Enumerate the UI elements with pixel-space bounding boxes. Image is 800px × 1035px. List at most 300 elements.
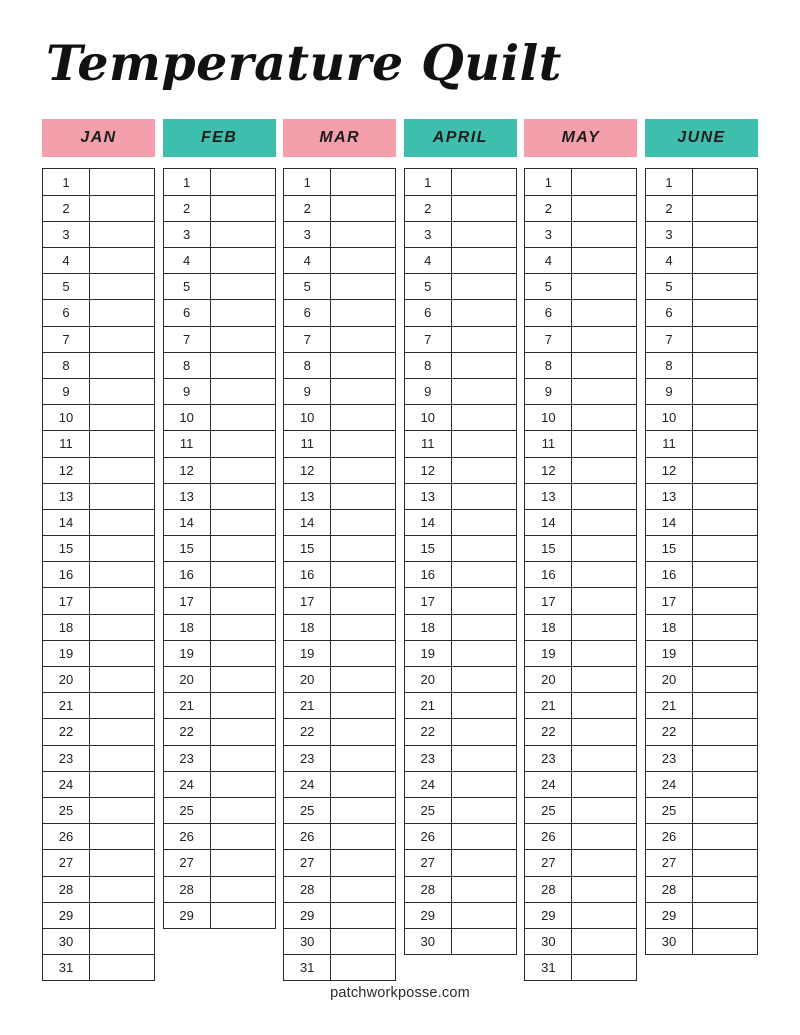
day-number: 6 xyxy=(525,300,572,325)
color-swatch-cell[interactable] xyxy=(693,431,757,456)
day-number: 3 xyxy=(405,222,452,247)
table-row xyxy=(525,222,636,248)
color-swatch-cell[interactable] xyxy=(331,929,395,954)
day-number: 2 xyxy=(525,196,572,221)
table-row xyxy=(43,772,154,798)
table-row xyxy=(284,248,395,274)
color-swatch-cell[interactable] xyxy=(90,353,154,378)
color-swatch-cell[interactable] xyxy=(90,824,154,849)
day-number: 4 xyxy=(646,248,693,273)
color-swatch-cell[interactable] xyxy=(572,615,636,640)
table-row xyxy=(43,458,154,484)
day-number: 6 xyxy=(646,300,693,325)
table-row xyxy=(164,903,275,929)
color-swatch-cell[interactable] xyxy=(452,667,516,692)
color-swatch-cell[interactable] xyxy=(693,327,757,352)
day-number: 15 xyxy=(284,536,331,561)
month-header-mar: MAR xyxy=(283,119,396,157)
color-swatch-cell[interactable] xyxy=(331,536,395,561)
color-swatch-cell[interactable] xyxy=(90,693,154,718)
color-swatch-cell[interactable] xyxy=(572,222,636,247)
day-number: 11 xyxy=(284,431,331,456)
color-swatch-cell[interactable] xyxy=(90,196,154,221)
color-swatch-cell[interactable] xyxy=(331,405,395,430)
color-swatch-cell[interactable] xyxy=(452,300,516,325)
day-number: 5 xyxy=(43,274,90,299)
color-swatch-cell[interactable] xyxy=(90,877,154,902)
day-number: 7 xyxy=(164,327,211,352)
color-swatch-cell[interactable] xyxy=(90,274,154,299)
day-number: 28 xyxy=(405,877,452,902)
color-swatch-cell[interactable] xyxy=(90,719,154,744)
table-row xyxy=(284,222,395,248)
color-swatch-cell[interactable] xyxy=(331,222,395,247)
color-swatch-cell[interactable] xyxy=(452,772,516,797)
color-swatch-cell[interactable] xyxy=(572,536,636,561)
color-swatch-cell[interactable] xyxy=(452,327,516,352)
table-row xyxy=(646,196,757,222)
color-swatch-cell[interactable] xyxy=(693,929,757,954)
color-swatch-cell[interactable] xyxy=(452,850,516,875)
day-number: 9 xyxy=(525,379,572,404)
day-number: 12 xyxy=(405,458,452,483)
color-swatch-cell[interactable] xyxy=(211,405,275,430)
color-swatch-cell[interactable] xyxy=(693,274,757,299)
color-swatch-cell[interactable] xyxy=(211,300,275,325)
color-swatch-cell[interactable] xyxy=(572,300,636,325)
color-swatch-cell[interactable] xyxy=(452,379,516,404)
day-number: 21 xyxy=(405,693,452,718)
color-swatch-cell[interactable] xyxy=(211,641,275,666)
color-swatch-cell[interactable] xyxy=(572,274,636,299)
color-swatch-cell[interactable] xyxy=(572,877,636,902)
color-swatch-cell[interactable] xyxy=(452,562,516,587)
color-swatch-cell[interactable] xyxy=(331,274,395,299)
table-row xyxy=(646,798,757,824)
day-number: 28 xyxy=(164,877,211,902)
color-swatch-cell[interactable] xyxy=(331,300,395,325)
table-row xyxy=(646,327,757,353)
color-swatch-cell[interactable] xyxy=(452,484,516,509)
color-swatch-cell[interactable] xyxy=(90,641,154,666)
table-row xyxy=(284,353,395,379)
color-swatch-cell[interactable] xyxy=(693,536,757,561)
color-swatch-cell[interactable] xyxy=(572,850,636,875)
color-swatch-cell[interactable] xyxy=(90,510,154,535)
table-row xyxy=(646,641,757,667)
table-row xyxy=(43,719,154,745)
color-swatch-cell[interactable] xyxy=(331,431,395,456)
color-swatch-cell[interactable] xyxy=(693,615,757,640)
color-swatch-cell[interactable] xyxy=(452,405,516,430)
color-swatch-cell[interactable] xyxy=(211,850,275,875)
day-number: 23 xyxy=(646,746,693,771)
color-swatch-cell[interactable] xyxy=(211,484,275,509)
color-swatch-cell[interactable] xyxy=(211,693,275,718)
color-swatch-cell[interactable] xyxy=(211,431,275,456)
day-number: 12 xyxy=(284,458,331,483)
table-row xyxy=(525,353,636,379)
day-number: 23 xyxy=(284,746,331,771)
color-swatch-cell[interactable] xyxy=(90,405,154,430)
color-swatch-cell[interactable] xyxy=(211,536,275,561)
color-swatch-cell[interactable] xyxy=(331,588,395,613)
month-header-april: APRIL xyxy=(404,119,517,157)
day-number: 7 xyxy=(525,327,572,352)
day-number: 24 xyxy=(646,772,693,797)
color-swatch-cell[interactable] xyxy=(693,746,757,771)
day-number: 19 xyxy=(164,641,211,666)
table-row xyxy=(43,877,154,903)
day-number: 27 xyxy=(164,850,211,875)
day-number: 8 xyxy=(646,353,693,378)
color-swatch-cell[interactable] xyxy=(331,248,395,273)
color-swatch-cell[interactable] xyxy=(693,510,757,535)
table-row xyxy=(164,693,275,719)
color-swatch-cell[interactable] xyxy=(572,379,636,404)
color-swatch-cell[interactable] xyxy=(331,798,395,823)
color-swatch-cell[interactable] xyxy=(331,955,395,980)
color-swatch-cell[interactable] xyxy=(90,169,154,194)
day-number: 22 xyxy=(284,719,331,744)
day-number: 6 xyxy=(164,300,211,325)
color-swatch-cell[interactable] xyxy=(452,719,516,744)
color-swatch-cell[interactable] xyxy=(572,510,636,535)
color-swatch-cell[interactable] xyxy=(90,798,154,823)
day-number: 14 xyxy=(525,510,572,535)
color-swatch-cell[interactable] xyxy=(90,850,154,875)
color-swatch-cell[interactable] xyxy=(211,667,275,692)
color-swatch-cell[interactable] xyxy=(572,484,636,509)
color-swatch-cell[interactable] xyxy=(572,693,636,718)
color-swatch-cell[interactable] xyxy=(90,536,154,561)
color-swatch-cell[interactable] xyxy=(572,903,636,928)
table-row xyxy=(284,196,395,222)
day-number: 23 xyxy=(525,746,572,771)
color-swatch-cell[interactable] xyxy=(693,903,757,928)
table-row xyxy=(525,615,636,641)
table-row xyxy=(405,484,516,510)
day-number: 13 xyxy=(646,484,693,509)
table-row xyxy=(525,772,636,798)
color-swatch-cell[interactable] xyxy=(331,693,395,718)
color-swatch-cell[interactable] xyxy=(211,458,275,483)
color-swatch-cell[interactable] xyxy=(693,667,757,692)
table-row xyxy=(525,327,636,353)
color-swatch-cell[interactable] xyxy=(452,536,516,561)
day-number: 1 xyxy=(405,169,452,194)
color-swatch-cell[interactable] xyxy=(90,300,154,325)
table-row xyxy=(164,274,275,300)
color-swatch-cell[interactable] xyxy=(693,379,757,404)
color-swatch-cell[interactable] xyxy=(211,196,275,221)
day-number: 17 xyxy=(525,588,572,613)
day-number: 20 xyxy=(405,667,452,692)
month-column-may xyxy=(524,119,637,981)
day-number: 19 xyxy=(525,641,572,666)
day-number: 15 xyxy=(646,536,693,561)
day-number: 3 xyxy=(525,222,572,247)
color-swatch-cell[interactable] xyxy=(452,169,516,194)
table-row xyxy=(646,877,757,903)
color-swatch-cell[interactable] xyxy=(90,903,154,928)
color-swatch-cell[interactable] xyxy=(331,196,395,221)
color-swatch-cell[interactable] xyxy=(331,484,395,509)
color-swatch-cell[interactable] xyxy=(90,615,154,640)
color-swatch-cell[interactable] xyxy=(331,562,395,587)
day-number: 18 xyxy=(284,615,331,640)
color-swatch-cell[interactable] xyxy=(693,850,757,875)
day-number: 8 xyxy=(164,353,211,378)
color-swatch-cell[interactable] xyxy=(572,798,636,823)
color-swatch-cell[interactable] xyxy=(452,903,516,928)
day-number: 17 xyxy=(164,588,211,613)
day-number: 28 xyxy=(43,877,90,902)
table-row xyxy=(646,379,757,405)
color-swatch-cell[interactable] xyxy=(90,955,154,980)
color-swatch-cell[interactable] xyxy=(211,798,275,823)
day-number: 1 xyxy=(164,169,211,194)
table-row xyxy=(164,536,275,562)
color-swatch-cell[interactable] xyxy=(693,693,757,718)
month-column-jan xyxy=(42,119,155,981)
color-swatch-cell[interactable] xyxy=(211,169,275,194)
day-number: 14 xyxy=(43,510,90,535)
color-swatch-cell[interactable] xyxy=(331,353,395,378)
color-swatch-cell[interactable] xyxy=(693,719,757,744)
day-number: 28 xyxy=(284,877,331,902)
day-number: 2 xyxy=(646,196,693,221)
month-header-june: JUNE xyxy=(645,119,758,157)
color-swatch-cell[interactable] xyxy=(90,667,154,692)
table-row xyxy=(43,222,154,248)
table-row xyxy=(646,615,757,641)
table-row xyxy=(43,562,154,588)
color-swatch-cell[interactable] xyxy=(572,562,636,587)
table-row xyxy=(164,850,275,876)
color-swatch-cell[interactable] xyxy=(693,353,757,378)
day-number: 25 xyxy=(405,798,452,823)
day-number: 21 xyxy=(284,693,331,718)
color-swatch-cell[interactable] xyxy=(693,222,757,247)
day-number: 7 xyxy=(284,327,331,352)
color-swatch-cell[interactable] xyxy=(693,248,757,273)
color-swatch-cell[interactable] xyxy=(90,562,154,587)
color-swatch-cell[interactable] xyxy=(572,929,636,954)
day-number: 24 xyxy=(164,772,211,797)
table-row xyxy=(646,772,757,798)
color-swatch-cell[interactable] xyxy=(331,746,395,771)
table-row xyxy=(525,667,636,693)
color-swatch-cell[interactable] xyxy=(693,300,757,325)
color-swatch-cell[interactable] xyxy=(452,353,516,378)
color-swatch-cell[interactable] xyxy=(331,877,395,902)
day-grid xyxy=(524,168,637,981)
color-swatch-cell[interactable] xyxy=(211,588,275,613)
color-swatch-cell[interactable] xyxy=(211,222,275,247)
color-swatch-cell[interactable] xyxy=(572,431,636,456)
color-swatch-cell[interactable] xyxy=(211,877,275,902)
day-number: 22 xyxy=(405,719,452,744)
color-swatch-cell[interactable] xyxy=(211,824,275,849)
color-swatch-cell[interactable] xyxy=(331,458,395,483)
table-row xyxy=(646,353,757,379)
color-swatch-cell[interactable] xyxy=(452,222,516,247)
color-swatch-cell[interactable] xyxy=(211,379,275,404)
color-swatch-cell[interactable] xyxy=(572,667,636,692)
color-swatch-cell[interactable] xyxy=(452,196,516,221)
color-swatch-cell[interactable] xyxy=(452,929,516,954)
color-swatch-cell[interactable] xyxy=(693,169,757,194)
day-number: 25 xyxy=(646,798,693,823)
table-row xyxy=(164,824,275,850)
color-swatch-cell[interactable] xyxy=(452,588,516,613)
color-swatch-cell[interactable] xyxy=(572,824,636,849)
color-swatch-cell[interactable] xyxy=(331,510,395,535)
color-swatch-cell[interactable] xyxy=(572,772,636,797)
color-swatch-cell[interactable] xyxy=(452,248,516,273)
day-number: 16 xyxy=(405,562,452,587)
color-swatch-cell[interactable] xyxy=(211,353,275,378)
table-row xyxy=(284,615,395,641)
color-swatch-cell[interactable] xyxy=(452,431,516,456)
color-swatch-cell[interactable] xyxy=(693,877,757,902)
color-swatch-cell[interactable] xyxy=(693,798,757,823)
color-swatch-cell[interactable] xyxy=(211,903,275,928)
color-swatch-cell[interactable] xyxy=(211,327,275,352)
color-swatch-cell[interactable] xyxy=(331,169,395,194)
color-swatch-cell[interactable] xyxy=(90,772,154,797)
color-swatch-cell[interactable] xyxy=(90,327,154,352)
day-number: 26 xyxy=(284,824,331,849)
color-swatch-cell[interactable] xyxy=(452,274,516,299)
day-number: 26 xyxy=(43,824,90,849)
day-number: 17 xyxy=(646,588,693,613)
color-swatch-cell[interactable] xyxy=(331,667,395,692)
color-swatch-cell[interactable] xyxy=(693,484,757,509)
color-swatch-cell[interactable] xyxy=(211,772,275,797)
table-row xyxy=(43,484,154,510)
color-swatch-cell[interactable] xyxy=(452,615,516,640)
day-number: 21 xyxy=(646,693,693,718)
color-swatch-cell[interactable] xyxy=(572,169,636,194)
color-swatch-cell[interactable] xyxy=(452,824,516,849)
table-row xyxy=(164,484,275,510)
table-row xyxy=(405,798,516,824)
table-row xyxy=(284,877,395,903)
day-number: 20 xyxy=(284,667,331,692)
color-swatch-cell[interactable] xyxy=(693,196,757,221)
color-swatch-cell[interactable] xyxy=(572,955,636,980)
color-swatch-cell[interactable] xyxy=(693,458,757,483)
color-swatch-cell[interactable] xyxy=(572,458,636,483)
color-swatch-cell[interactable] xyxy=(90,222,154,247)
color-swatch-cell[interactable] xyxy=(693,405,757,430)
color-swatch-cell[interactable] xyxy=(452,877,516,902)
color-swatch-cell[interactable] xyxy=(572,719,636,744)
table-row xyxy=(43,274,154,300)
day-number: 25 xyxy=(284,798,331,823)
color-swatch-cell[interactable] xyxy=(331,824,395,849)
color-swatch-cell[interactable] xyxy=(452,510,516,535)
color-swatch-cell[interactable] xyxy=(90,379,154,404)
table-row xyxy=(164,798,275,824)
table-row xyxy=(284,300,395,326)
color-swatch-cell[interactable] xyxy=(452,458,516,483)
color-swatch-cell[interactable] xyxy=(572,746,636,771)
color-swatch-cell[interactable] xyxy=(211,274,275,299)
day-number: 13 xyxy=(164,484,211,509)
color-swatch-cell[interactable] xyxy=(211,746,275,771)
color-swatch-cell[interactable] xyxy=(90,431,154,456)
color-swatch-cell[interactable] xyxy=(331,641,395,666)
color-swatch-cell[interactable] xyxy=(572,641,636,666)
color-swatch-cell[interactable] xyxy=(572,327,636,352)
month-header-feb: FEB xyxy=(163,119,276,157)
day-number: 30 xyxy=(646,929,693,954)
day-number: 11 xyxy=(405,431,452,456)
color-swatch-cell[interactable] xyxy=(331,903,395,928)
color-swatch-cell[interactable] xyxy=(211,248,275,273)
color-swatch-cell[interactable] xyxy=(90,929,154,954)
color-swatch-cell[interactable] xyxy=(572,588,636,613)
table-row xyxy=(646,693,757,719)
color-swatch-cell[interactable] xyxy=(452,746,516,771)
day-number: 9 xyxy=(43,379,90,404)
color-swatch-cell[interactable] xyxy=(331,850,395,875)
color-swatch-cell[interactable] xyxy=(452,798,516,823)
table-row xyxy=(405,300,516,326)
color-swatch-cell[interactable] xyxy=(331,772,395,797)
color-swatch-cell[interactable] xyxy=(331,379,395,404)
table-row xyxy=(164,327,275,353)
color-swatch-cell[interactable] xyxy=(90,746,154,771)
table-row xyxy=(43,824,154,850)
table-row xyxy=(525,562,636,588)
day-number: 11 xyxy=(646,431,693,456)
day-number: 10 xyxy=(43,405,90,430)
color-swatch-cell[interactable] xyxy=(331,719,395,744)
color-swatch-cell[interactable] xyxy=(693,562,757,587)
color-swatch-cell[interactable] xyxy=(90,248,154,273)
color-swatch-cell[interactable] xyxy=(693,641,757,666)
color-swatch-cell[interactable] xyxy=(211,562,275,587)
color-swatch-cell[interactable] xyxy=(331,615,395,640)
color-swatch-cell[interactable] xyxy=(572,405,636,430)
color-swatch-cell[interactable] xyxy=(331,327,395,352)
table-row xyxy=(43,955,154,981)
table-row xyxy=(284,903,395,929)
color-swatch-cell[interactable] xyxy=(90,484,154,509)
day-number: 3 xyxy=(43,222,90,247)
color-swatch-cell[interactable] xyxy=(572,248,636,273)
color-swatch-cell[interactable] xyxy=(211,615,275,640)
color-swatch-cell[interactable] xyxy=(211,510,275,535)
color-swatch-cell[interactable] xyxy=(693,772,757,797)
color-swatch-cell[interactable] xyxy=(211,719,275,744)
color-swatch-cell[interactable] xyxy=(452,693,516,718)
day-number: 4 xyxy=(43,248,90,273)
color-swatch-cell[interactable] xyxy=(90,588,154,613)
color-swatch-cell[interactable] xyxy=(90,458,154,483)
color-swatch-cell[interactable] xyxy=(693,824,757,849)
color-swatch-cell[interactable] xyxy=(572,353,636,378)
table-row xyxy=(405,169,516,195)
color-swatch-cell[interactable] xyxy=(693,588,757,613)
color-swatch-cell[interactable] xyxy=(572,196,636,221)
color-swatch-cell[interactable] xyxy=(452,641,516,666)
day-number: 26 xyxy=(405,824,452,849)
